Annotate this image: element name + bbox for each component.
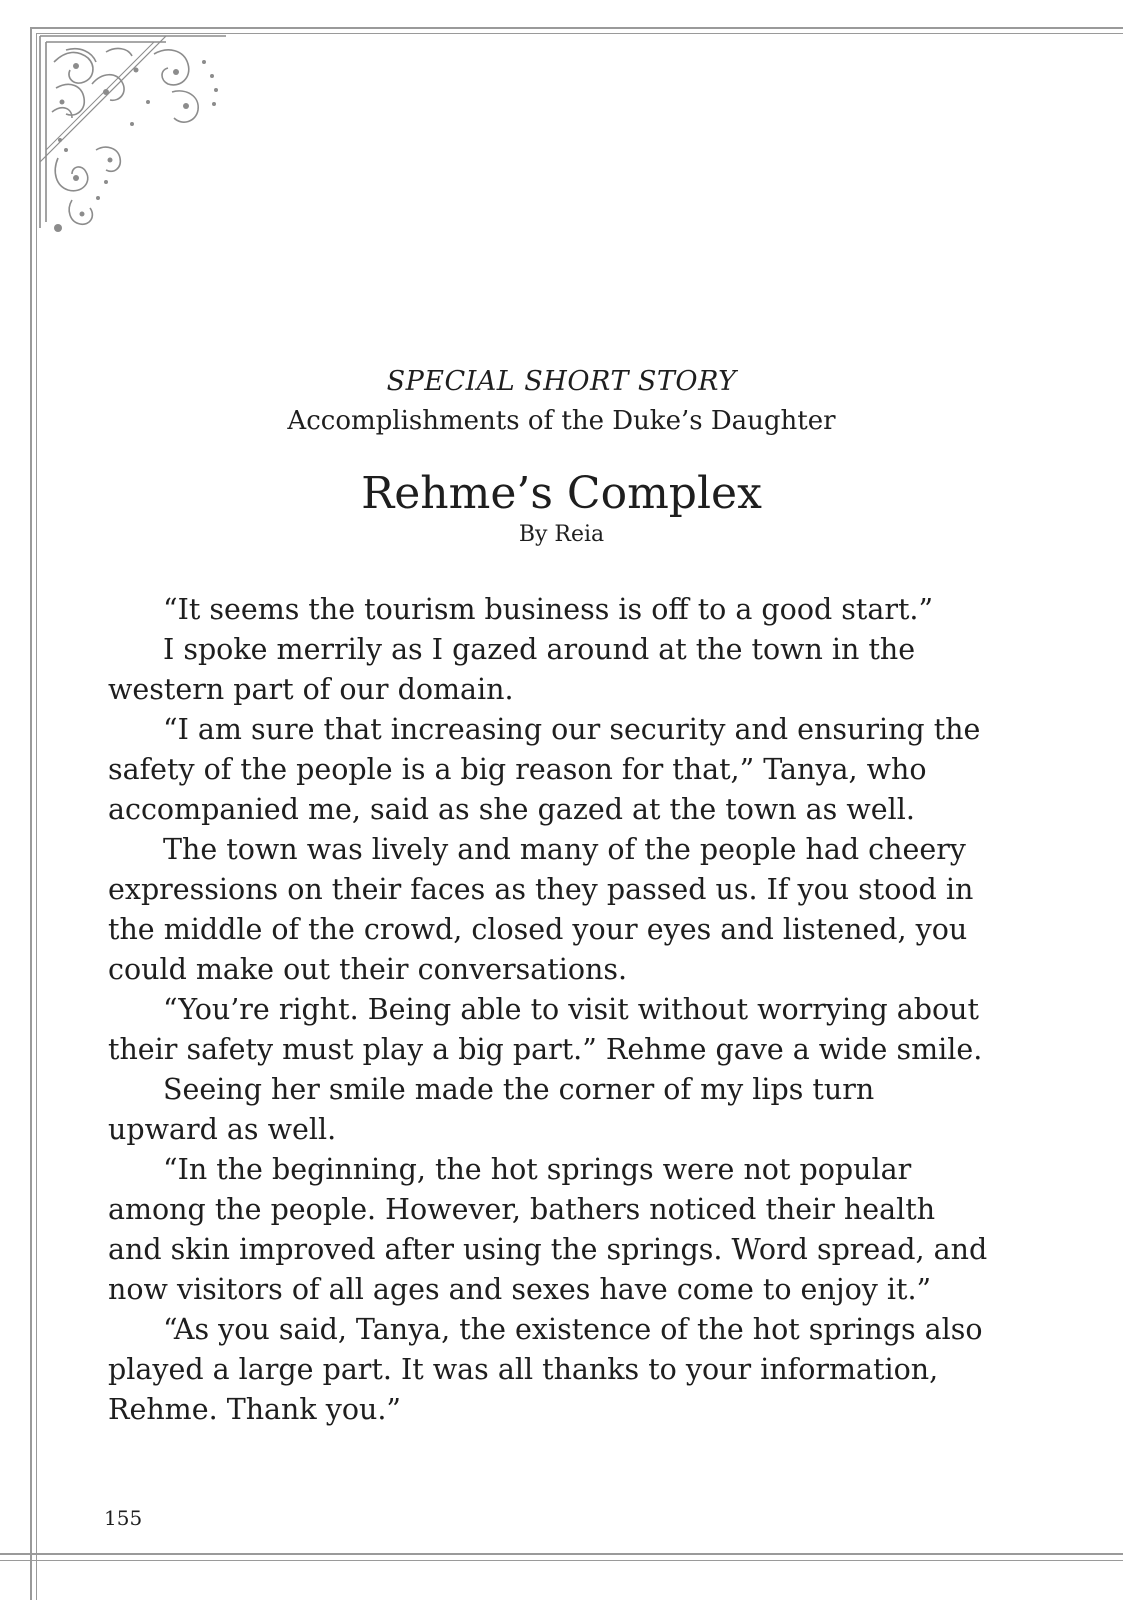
- frame-top-line-outer: [30, 27, 1123, 29]
- paragraph: I spoke merrily as I gazed around at the town in the western part of our domain.: [108, 633, 916, 706]
- paragraph: “I am sure that increasing our security and ensuring the safety of the people is a big reason for that,” Tanya, who accompanied me, said as she gazed at the town as well.: [108, 713, 981, 826]
- byline: By Reia: [518, 522, 605, 547]
- frame-left-line-inner: [36, 33, 37, 1600]
- story-kicker: SPECIAL SHORT STORY: [386, 366, 737, 397]
- series-title: Accomplishments of the Duke’s Daughter: [287, 406, 836, 436]
- paragraph: The town was lively and many of the people had cheery expressions on their faces as they passed us. If you stood in the middle of the crowd, closed your eyes and listened, you could make out their conversations.: [108, 833, 974, 986]
- frame-left-line-outer: [30, 27, 32, 1600]
- paragraph: Seeing her smile made the corner of my lips turn upward as well.: [108, 1073, 875, 1146]
- paragraph: “As you said, Tanya, the existence of the hot springs also played a large part. It was all thanks to your information, Rehme. Thank you.”: [108, 1313, 983, 1426]
- paragraph: “It seems the tourism business is off to a good start.”: [163, 593, 934, 626]
- page-number: 155: [104, 1506, 143, 1530]
- corner-ornament: [36, 32, 232, 232]
- frame-bottom-line-outer: [0, 1553, 1123, 1555]
- paragraph: “In the beginning, the hot springs were not popular among the people. However, bathers noticed their health and skin improved after using the springs. Word spread, and now visitors of all ages and sexes have come to enjoy it.”: [108, 1153, 988, 1306]
- story-body: [108, 590, 988, 1430]
- chapter-title: Rehme’s Complex: [361, 468, 762, 519]
- paragraph: “You’re right. Being able to visit without worrying about their safety must play a big part.” Rehme gave a wide smile.: [108, 993, 983, 1066]
- frame-bottom-line-inner: [0, 1560, 1123, 1561]
